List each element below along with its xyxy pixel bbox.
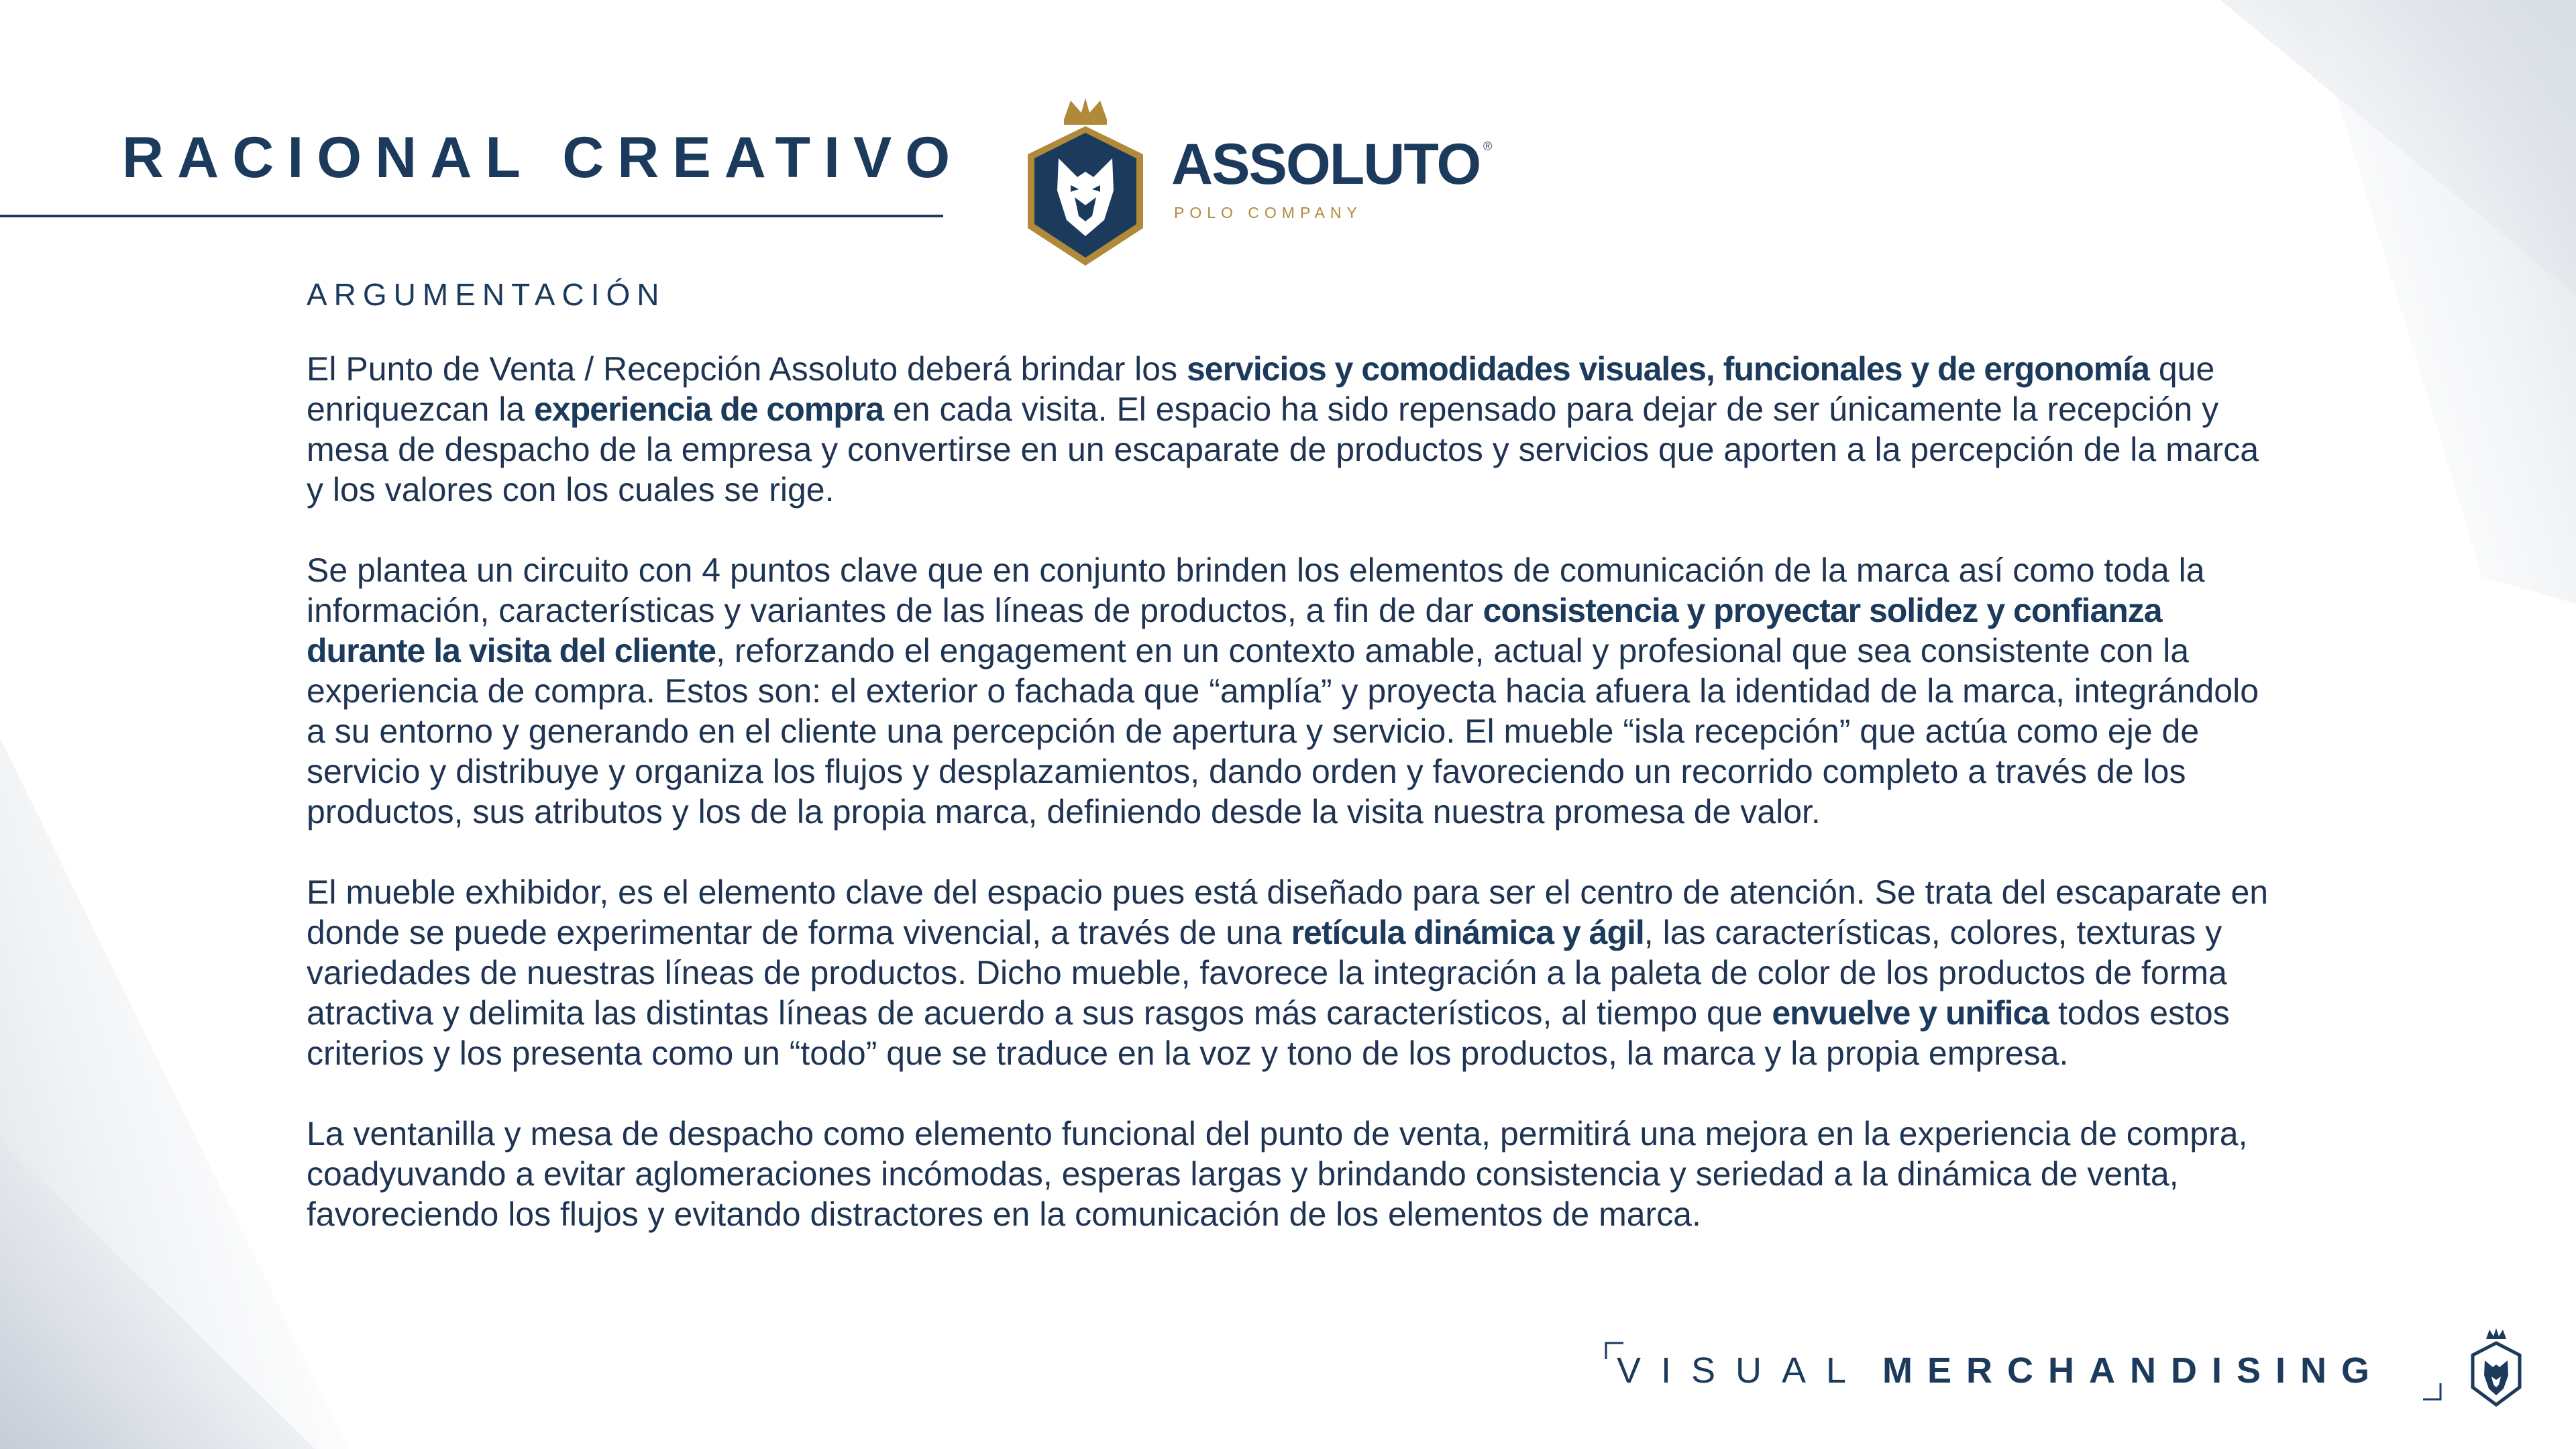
lion-shield-icon [2470, 1328, 2522, 1407]
registered-mark: ® [1483, 140, 1493, 153]
emphasis-text: servicios y comodidades visuales, funcionales y de ergonomía [1186, 350, 2149, 388]
crowned-lion-shield-icon [1025, 97, 1146, 268]
paragraph-text: todos estos criterios y los presenta como un “todo” que se traduce en la voz y tono de los productos, la marca y la propia empresa. [307, 994, 2230, 1072]
paragraph-text: que enriquezcan la [307, 350, 2215, 428]
emphasis-text: envuelve y unifica [1772, 994, 2049, 1032]
body-paragraph [307, 1114, 2282, 1234]
emphasis-text: retícula dinámica y ágil [1291, 914, 1644, 951]
body-paragraph [307, 349, 2282, 510]
paragraph-text: , reforzando el engagement en un contexto amable, actual y profesional que sea consistente con la experiencia de compra. Estos son: el exterior o fachada que “amplía” y proyecta hacia afuera la identidad de la marca, integrándolo a su entorno y generando en el cliente una percepción de apertura y servicio. El mueble “isla recepción” que actúa como eje de servicio y distribuye y organiza los flujos y desplazamientos, dando orden y favoreciendo un recorrido completo a través de los productos, sus atributos y los de la propia marca, definiendo desde la visita nuestra promesa de valor. [307, 632, 2259, 830]
body-text [307, 349, 2282, 1275]
emphasis-text: experiencia de compra [534, 390, 884, 428]
paragraph-text: La ventanilla y mesa de despacho como elemento funcional del punto de venta, permitirá una mejora en la experiencia de compra, coadyuvando a evitar aglomeraciones incómodas, esperas largas y brindando consistencia y seriedad a la dinámica de venta, favoreciendo los flujos y evitando distractores en la comunicación de los elementos de marca. [307, 1115, 2248, 1233]
logo-tagline: POLO COMPANY [1174, 204, 1362, 221]
paragraph-text: en cada visita. El espacio ha sido repensado para dejar de ser únicamente la recepción y mesa de despacho de la empresa y convertirse en un escaparate de productos y servicios que aporten a la percepción de la marca y los valores con los cuales se rige. [307, 390, 2259, 508]
paragraph-text: Se plantea un circuito con 4 puntos clave que en conjunto brinden los elementos de comunicación de la marca así como toda la información, características y variantes de las líneas de productos, a fin de dar [307, 551, 2205, 629]
section-subheading: ARGUMENTACIÓN [307, 277, 666, 312]
paragraph-text: , las características, colores, texturas y variedades de nuestras líneas de productos. Dicho mueble, favorece la integración a la paleta de color de los productos de forma atractiva y delimita las distintas líneas de acuerdo a sus rasgos más característicos, al tiempo que [307, 914, 2227, 1032]
footer-visual-label: VISUAL [1617, 1350, 1867, 1391]
page-title: RACIONAL CREATIVO [122, 125, 964, 190]
paragraph-text: El Punto de Venta / Recepción Assoluto deberá brindar los [307, 350, 1187, 388]
body-paragraph [307, 550, 2282, 832]
body-paragraph [307, 872, 2282, 1073]
top-right-shape-2 [2308, 0, 2576, 604]
footer-merchandising-label: MERCHANDISING [1882, 1350, 2385, 1391]
brand-logo [1025, 97, 1495, 268]
emphasis-text: consistencia y proyectar solidez y confianza durante la visita del cliente [307, 592, 2162, 669]
title-underline [0, 215, 943, 217]
paragraph-text: El mueble exhibidor, es el elemento clave del espacio pues está diseñado para ser el centro de atención. Se trata del escaparate en donde se puede experimentar de forma vivencial, a través de una [307, 873, 2269, 951]
logo-wordmark: ASSOLUTO [1171, 132, 1481, 197]
